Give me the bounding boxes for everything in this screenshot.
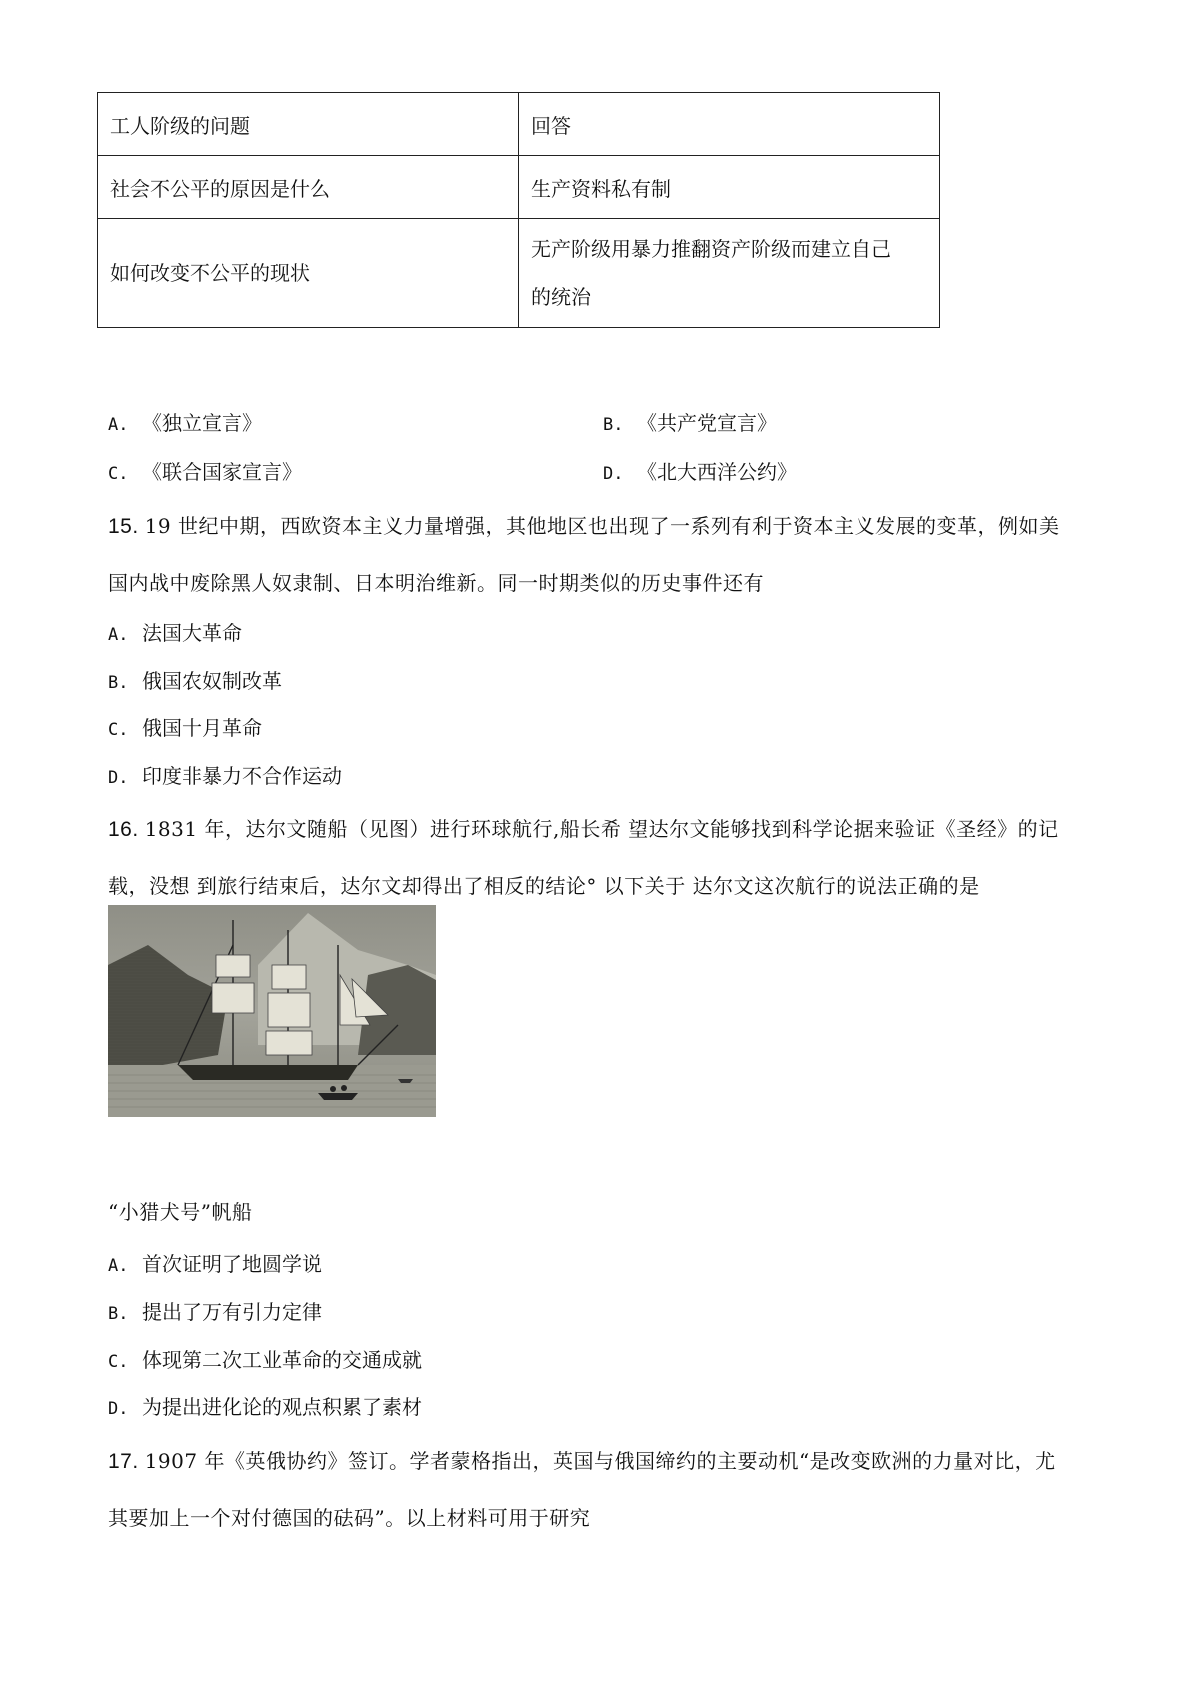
- option-letter: B.: [108, 1304, 129, 1324]
- option-text: 俄国农奴制改革: [142, 669, 282, 693]
- question-text: 1831 年，达尔文随船（见图）进行环球航行,船长希 望达尔文能够找到科学论据来验证《圣经》的记: [144, 817, 1059, 841]
- question-number: 17.: [108, 1450, 139, 1473]
- question-16-line1: [108, 813, 1059, 842]
- question-17-line1: [108, 1445, 1056, 1474]
- question-17-line2: 其要加上一个对付德国的砝码”。以上材料可用于研究: [108, 1506, 591, 1530]
- option-text: 体现第二次工业革命的交通成就: [142, 1348, 422, 1372]
- option-letter: A.: [108, 625, 129, 645]
- option-d[interactable]: [603, 456, 797, 485]
- table-row: [98, 219, 940, 328]
- option-text: 法国大革命: [142, 621, 242, 645]
- q16-option-d[interactable]: [108, 1391, 422, 1420]
- table-cell: 无产阶级用暴力推翻资产阶级而建立自己的统治: [519, 219, 940, 328]
- question-number: 15.: [108, 515, 139, 538]
- option-letter: B.: [108, 673, 129, 693]
- option-letter: D.: [108, 768, 129, 788]
- question-15-line2: 国内战中废除黑人奴隶制、日本明治维新。同一时期类似的历史事件还有: [108, 571, 764, 595]
- question-text: 19 世纪中期，西欧资本主义力量增强，其他地区也出现了一系列有利于资本主义发展的变革，例如美: [144, 514, 1060, 538]
- q15-option-b[interactable]: [108, 665, 282, 694]
- option-text: 首次证明了地圆学说: [142, 1252, 322, 1276]
- option-letter: D.: [603, 464, 624, 484]
- option-letter: B.: [603, 415, 624, 435]
- q15-option-d[interactable]: [108, 760, 342, 789]
- table-cell: 生产资料私有制: [519, 156, 940, 219]
- table-cell: 社会不公平的原因是什么: [98, 156, 519, 219]
- q15-option-a[interactable]: [108, 617, 242, 646]
- option-letter: C.: [108, 720, 129, 740]
- ship-image: [108, 905, 436, 1117]
- table-cell: 如何改变不公平的现状: [98, 219, 519, 328]
- question-16-line2: 载，没想 到旅行结束后，达尔文却得出了相反的结论° 以下关于 达尔文这次航行的说法正确的是: [108, 874, 980, 898]
- option-text: 俄国十月革命: [142, 716, 262, 740]
- question-text: 1907 年《英俄协约》签订。学者蒙格指出，英国与俄国缔约的主要动机“是改变欧洲的力量对比，尤: [144, 1449, 1056, 1473]
- option-text: 提出了万有引力定律: [142, 1300, 322, 1324]
- option-text: 《共产党宣言》: [637, 411, 777, 435]
- option-letter: D.: [108, 1399, 129, 1419]
- table-cell: 回答: [519, 93, 940, 156]
- q16-option-c[interactable]: [108, 1344, 422, 1373]
- option-text: 《独立宣言》: [142, 411, 262, 435]
- question-15-line1: [108, 510, 1060, 539]
- table-row: [98, 156, 940, 219]
- option-text: 《北大西洋公约》: [637, 460, 797, 484]
- image-caption: “小猎犬号”帆船: [108, 1200, 253, 1224]
- table-cell: 工人阶级的问题: [98, 93, 519, 156]
- option-b[interactable]: [603, 407, 777, 436]
- option-text: 印度非暴力不合作运动: [142, 764, 342, 788]
- q15-option-c[interactable]: [108, 712, 262, 741]
- qa-table: [97, 92, 940, 328]
- option-text: 为提出进化论的观点积累了素材: [142, 1395, 422, 1419]
- q16-option-a[interactable]: [108, 1248, 322, 1277]
- option-letter: A.: [108, 1256, 129, 1276]
- option-letter: A.: [108, 415, 129, 435]
- option-c[interactable]: [108, 456, 302, 485]
- option-text: 《联合国家宣言》: [142, 460, 302, 484]
- q16-option-b[interactable]: [108, 1296, 322, 1325]
- option-a[interactable]: [108, 407, 262, 436]
- option-letter: C.: [108, 1352, 129, 1372]
- option-letter: C.: [108, 464, 129, 484]
- table-header-row: [98, 93, 940, 156]
- question-number: 16.: [108, 818, 139, 841]
